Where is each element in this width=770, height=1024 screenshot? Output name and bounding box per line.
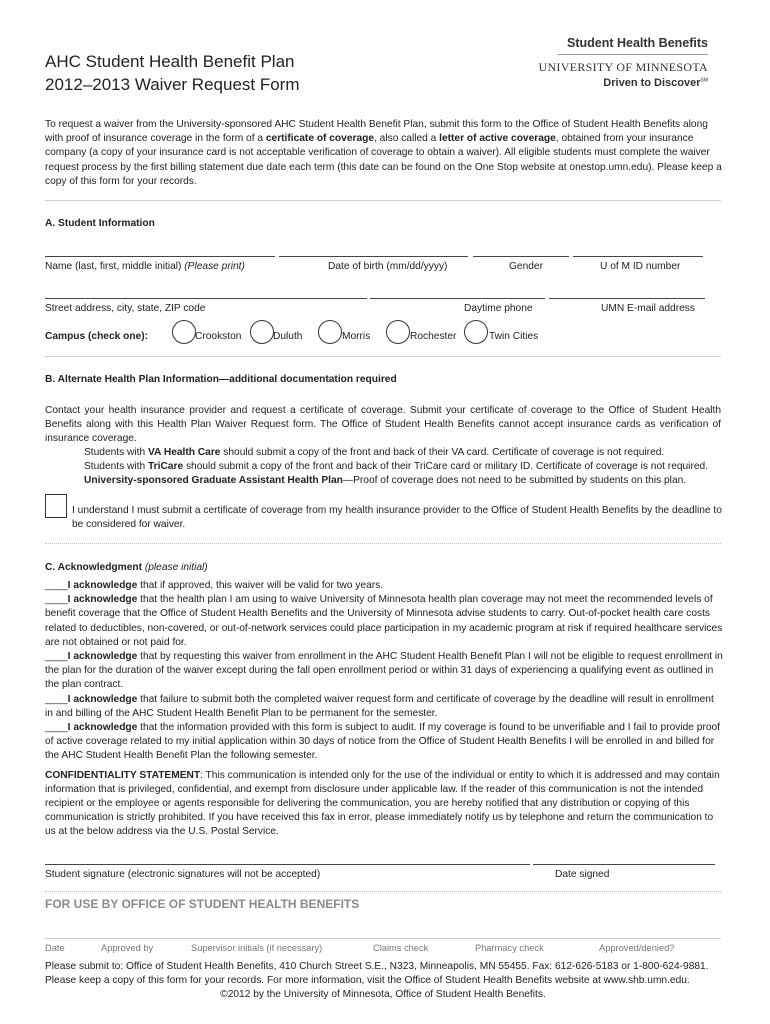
campus-rochester-label: Rochester [410, 331, 457, 342]
dob-label: Date of birth (mm/dd/yyyy) [328, 261, 448, 272]
campus-radio-rochester[interactable] [386, 320, 410, 344]
name-label: Name (last, first, middle initial) (Please print) [45, 261, 245, 272]
section-a-heading: A. Student Information [45, 218, 155, 229]
tricare-note: Students with TriCare should submit a copy of the front and back of their TriCare card or military ID. Certificate of coverage is not required. [84, 461, 709, 473]
va-note: Students with VA Health Care should submit a copy of the front and back of their VA card. Certificate of coverage is not required. [84, 447, 665, 458]
initial-blank[interactable]: ____ [45, 580, 68, 591]
initial-blank[interactable]: ____ [45, 722, 68, 734]
divider [45, 200, 721, 201]
office-claims-check-label: Claims check [373, 943, 429, 953]
footer-address: Please submit to: Office of Student Health Benefits, 410 Church Street S.E., N323, Minneapolis, MN 55455. Fax: 612-626-5183 or 1-800-624-9881. [45, 961, 709, 972]
divider [45, 891, 721, 892]
form-title [45, 50, 300, 96]
campus-crookston-label: Crookston [195, 331, 242, 342]
footer [45, 960, 735, 1003]
initial-blank[interactable]: ____ [45, 651, 68, 663]
footer-info: Please keep a copy of this form for your records. For more information, visit the Office of Student Health Benefits website at www.shb.umn.edu. [45, 975, 690, 987]
address-label: Street address, city, state, ZIP code [45, 303, 206, 314]
understand-checkbox[interactable] [45, 494, 67, 518]
date-signed-label: Date signed [555, 869, 610, 880]
dob-field[interactable] [279, 256, 468, 257]
section-c-heading: C. Acknowledgment (please initial) [45, 562, 208, 573]
campus-twin-cities-label: Twin Cities [489, 331, 539, 342]
office-approved-by-label: Approved by [101, 943, 154, 953]
office-use-heading: FOR USE BY OFFICE OF STUDENT HEALTH BENEFITS [45, 897, 360, 911]
email-field[interactable] [549, 298, 705, 299]
logo-dept: Student Health Benefits [567, 36, 708, 50]
campus-radio-twin-cities[interactable] [464, 320, 488, 344]
form-title-line2: 2012–2013 Waiver Request Form [45, 75, 300, 94]
ack-item: ____I acknowledge that if approved, this waiver will be valid for two years. [45, 580, 384, 591]
intro-paragraph: To request a waiver from the University-sponsored AHC Student Health Benefit Plan, submit this form to the Office of Student Health Benefits along with proof of insurance coverage in the form of a certificate of coverage, also called a letter of active coverage, obtained from your insurance company (a copy of your insurance card is not acceptable verification of coverage to obtain a waiver). All eligible students must complete the waiver request process by the first billing statement due date each term (this date can be found on the One Stop website at onestop.umn.edu). Please keep a copy of this form for your records. [45, 119, 722, 187]
campus-radio-duluth[interactable] [250, 320, 274, 344]
acknowledgments [45, 579, 723, 840]
office-approved-denied-label: Approved/denied? [599, 943, 675, 953]
footer-copyright: ©2012 by the University of Minnesota, Office of Student Health Benefits. [220, 989, 546, 1001]
campus-radio-morris[interactable] [318, 320, 342, 344]
umn-logo [488, 36, 708, 89]
campus-duluth-label: Duluth [273, 331, 303, 342]
section-b-notes [84, 446, 729, 489]
confidentiality-statement: CONFIDENTIALITY STATEMENT: This communication is intended only for the use of the individual or entity to which it is addressed and may contain information that is privileged, confidential, and exempt from disclosure under applicable law. If the reader of this communication is not the intended recipient or the employee or agents responsible for delivering the communication, you are hereby notified that any distribution or copying of this communication is strictly prohibited. If you have received this fax in error, please immediately notify us by telephone and return the communication to us at the below address via the U.S. Postal Service. [45, 769, 720, 838]
ack-item: ____I acknowledge that by requesting this waiver from enrollment in the AHC Student Health Benefit Plan I will not be eligible to request enrollment in the plan for the duration of the waiver except during the fall open enrollment period or within 31 days of experiencing a qualifying event as outlined in the plan contract. [45, 651, 723, 691]
divider [45, 543, 721, 544]
id-field[interactable] [573, 256, 703, 257]
gender-label: Gender [509, 261, 543, 272]
ack-item: ____I acknowledge that the information provided with this form is subject to audit. If my coverage is found to be unverifiable and I fail to provide proof of active coverage related to my initial application within 30 days of notice from the Office of Student Health Benefits I will be enrolled in and billed for the AHC Student Health Benefit Plan the following semester. [45, 722, 721, 762]
divider [45, 356, 721, 357]
date-signed-field[interactable] [533, 864, 715, 865]
section-b-paragraph: Contact your health insurance provider and request a certificate of coverage. Submit your certificate of coverage to the Office of Student Health Benefits along with this Health Plan Waiver Request form. The Office of Student Health Benefits cannot accept insurance cards as verification of insurance coverage. [45, 405, 721, 445]
initial-blank[interactable]: ____ [45, 594, 68, 606]
name-field[interactable] [45, 256, 275, 257]
section-b-heading: B. Alternate Health Plan Information—additional documentation required [45, 374, 397, 385]
logo-tagline: Driven to Discover℠ [603, 77, 708, 89]
logo-university: UNIVERSITY OF MINNESOTA [538, 60, 708, 74]
phone-field[interactable] [370, 298, 545, 299]
phone-label: Daytime phone [464, 303, 533, 314]
ack-item: ____I acknowledge that the health plan I am using to waive University of Minnesota health plan coverage may not meet the recommended levels of benefit coverage that the Office of Student Health Benefits and the University of Minnesota advise students to carry. Out-of-pocket health care costs related to deductibles, non-covered, or out-of-network services could place participation in my academic program at risk if required healthcare services are not obtained or not paid for. [45, 594, 723, 648]
gender-field[interactable] [473, 256, 569, 257]
office-pharmacy-check-label: Pharmacy check [475, 943, 544, 953]
office-supervisor-label: Supervisor initials (if necessary) [191, 943, 323, 953]
campus-label: Campus (check one): [45, 331, 149, 342]
email-label: UMN E-mail address [601, 303, 695, 314]
office-use-line [45, 938, 721, 939]
understand-checkbox-text: I understand I must submit a certificate of coverage from my health insurance provider to the Office of Student Health Benefits by the deadline to be considered for waiver. [72, 505, 722, 531]
campus-radio-crookston[interactable] [172, 320, 196, 344]
initial-blank[interactable]: ____ [45, 693, 68, 705]
campus-morris-label: Morris [342, 331, 371, 342]
ack-item: ____I acknowledge that failure to submit both the completed waiver request form and certificate of coverage by the deadline will result in enrollment in and billing of the AHC Student Health Benefit Plan to be permanent for the semester. [45, 693, 714, 719]
address-field[interactable] [45, 298, 367, 299]
ga-note: University-sponsored Graduate Assistant Health Plan—Proof of coverage does not need to be submitted by students on this plan. [84, 475, 687, 487]
office-date-label: Date [45, 943, 65, 953]
form-title-line1: AHC Student Health Benefit Plan [45, 52, 295, 71]
id-label: U of M ID number [600, 261, 681, 272]
signature-field[interactable] [45, 864, 530, 865]
signature-label: Student signature (electronic signatures will not be accepted) [45, 869, 321, 880]
